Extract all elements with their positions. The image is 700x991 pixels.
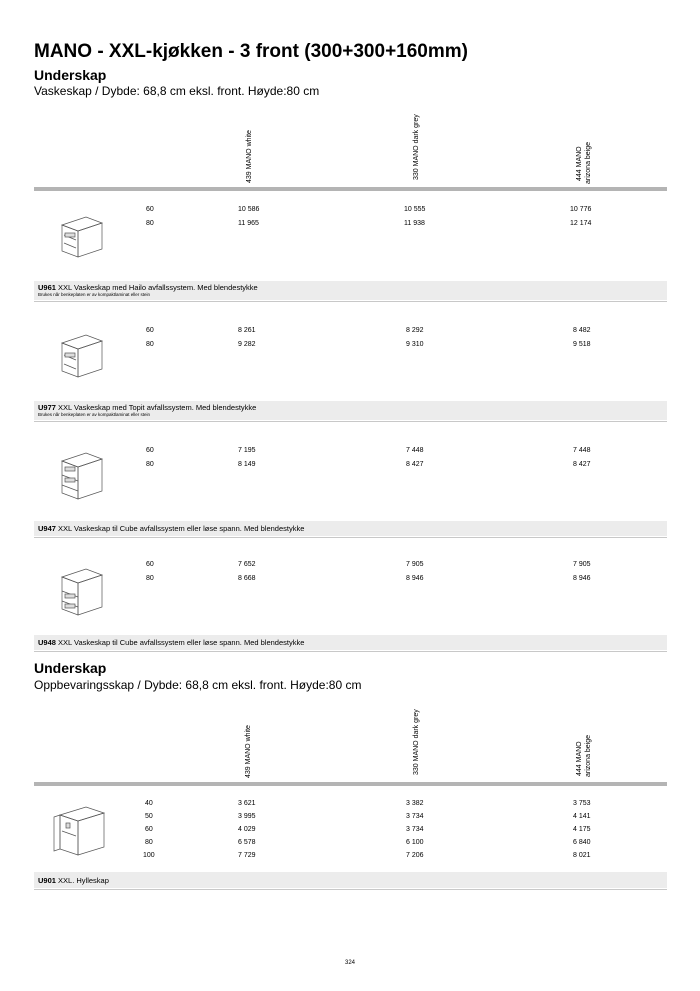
product-caption <box>38 524 304 533</box>
column-header-beige-1: 444 MANO <box>576 741 583 776</box>
price-beige: 7 448 <box>573 447 591 454</box>
product-caption <box>38 403 256 412</box>
price-grey: 3 734 <box>406 826 424 833</box>
drawer-cabinet-icon <box>56 331 108 381</box>
price-white: 8 149 <box>238 461 256 468</box>
price-grey: 8 427 <box>406 461 424 468</box>
section-heading: Underskap <box>34 67 107 83</box>
product-name: XXL. Hylleskap <box>58 876 109 885</box>
product-caption <box>38 283 258 292</box>
size-value: 60 <box>146 561 154 568</box>
price-grey: 3 734 <box>406 813 424 820</box>
product-caption-bar <box>34 872 667 888</box>
product-caption <box>38 876 109 885</box>
size-value: 60 <box>145 826 153 833</box>
size-value: 80 <box>146 341 154 348</box>
price-grey: 7 448 <box>406 447 424 454</box>
price-beige: 8 427 <box>573 461 591 468</box>
size-value: 60 <box>146 327 154 334</box>
column-header-white: 439 MANO white <box>246 130 253 183</box>
price-grey: 7 206 <box>406 852 424 859</box>
price-beige: 12 174 <box>570 220 592 227</box>
drawer-cabinet-icon <box>56 449 108 503</box>
price-grey: 9 310 <box>406 341 424 348</box>
column-header-grey: 330 MANO dark grey <box>413 709 420 775</box>
price-beige: 10 776 <box>570 206 592 213</box>
shelf-cabinet-icon <box>52 803 108 859</box>
column-header-beige-2: arizona beige <box>585 141 592 184</box>
drawer-cabinet-icon <box>56 213 108 261</box>
price-white: 7 729 <box>238 852 256 859</box>
price-beige: 7 905 <box>573 561 591 568</box>
price-white: 6 578 <box>238 839 256 846</box>
price-grey: 11 938 <box>404 220 425 227</box>
product-caption <box>38 638 304 647</box>
size-value: 100 <box>143 852 155 859</box>
column-header-grey: 330 MANO dark grey <box>413 114 420 180</box>
price-beige: 4 175 <box>573 826 591 833</box>
drawer-cabinet-icon <box>56 565 108 619</box>
price-white: 8 668 <box>238 575 256 582</box>
price-white: 10 586 <box>238 206 260 213</box>
price-white: 7 195 <box>238 447 256 454</box>
price-white: 8 261 <box>238 327 256 334</box>
product-note: Brukes når benkeplaten er av kompaktlaminat eller stein <box>38 292 151 297</box>
price-grey: 8 946 <box>406 575 424 582</box>
price-beige: 9 518 <box>573 341 591 348</box>
section-subtitle: Oppbevaringsskap / Dybde: 68,8 cm eksl. front. Høyde:80 cm <box>34 678 362 692</box>
price-white: 3 621 <box>238 800 256 807</box>
section-heading: Underskap <box>34 660 107 676</box>
size-value: 60 <box>146 206 154 213</box>
separator <box>34 537 667 538</box>
size-value: 50 <box>145 813 153 820</box>
price-white: 9 282 <box>238 341 256 348</box>
price-white: 7 652 <box>238 561 256 568</box>
size-value: 80 <box>145 839 153 846</box>
section-subtitle: Vaskeskap / Dybde: 68,8 cm eksl. front. Høyde:80 cm <box>34 84 320 98</box>
size-value: 80 <box>146 461 154 468</box>
product-code: U947 <box>38 524 56 533</box>
size-value: 80 <box>146 220 154 227</box>
price-beige: 3 753 <box>573 800 591 807</box>
separator <box>34 889 667 890</box>
price-beige: 4 141 <box>573 813 591 820</box>
price-grey: 3 382 <box>406 800 424 807</box>
price-beige: 8 021 <box>573 852 591 859</box>
page-number: 324 <box>344 960 355 966</box>
separator <box>34 421 667 422</box>
separator <box>34 651 667 652</box>
header-rule <box>34 187 667 191</box>
price-beige: 6 840 <box>573 839 591 846</box>
price-white: 11 965 <box>238 220 259 227</box>
column-header-beige-2: arizona beige <box>585 734 592 777</box>
price-grey: 8 292 <box>406 327 424 334</box>
product-name: XXL Vaskeskap til Cube avfallssystem eller løse spann. Med blendestykke <box>58 638 305 647</box>
size-value: 40 <box>145 800 153 807</box>
product-code: U901 <box>38 876 56 885</box>
product-code: U977 <box>38 403 56 412</box>
price-grey: 10 555 <box>404 206 426 213</box>
page-title: MANO - XXL-kjøkken - 3 front (300+300+160mm) <box>34 41 468 62</box>
product-code: U961 <box>38 283 56 292</box>
price-grey: 7 905 <box>406 561 424 568</box>
product-name: XXL Vaskeskap med Topit avfallssystem. Med blendestykke <box>58 403 257 412</box>
separator <box>34 301 667 302</box>
product-code: U948 <box>38 638 56 647</box>
header-rule <box>34 782 667 786</box>
price-grey: 6 100 <box>406 839 424 846</box>
column-header-beige-1: 444 MANO <box>576 146 583 181</box>
price-white: 4 029 <box>238 826 256 833</box>
price-beige: 8 482 <box>573 327 591 334</box>
product-note: Brukes når benkeplaten er av kompaktlaminat eller stein <box>38 412 151 417</box>
size-value: 80 <box>146 575 154 582</box>
column-header-white: 439 MANO white <box>245 725 252 778</box>
price-beige: 8 946 <box>573 575 591 582</box>
size-value: 60 <box>146 447 154 454</box>
product-name: XXL Vaskeskap med Hailo avfallssystem. Med blendestykke <box>58 283 258 292</box>
product-name: XXL Vaskeskap til Cube avfallssystem eller løse spann. Med blendestykke <box>58 524 305 533</box>
price-white: 3 995 <box>238 813 256 820</box>
